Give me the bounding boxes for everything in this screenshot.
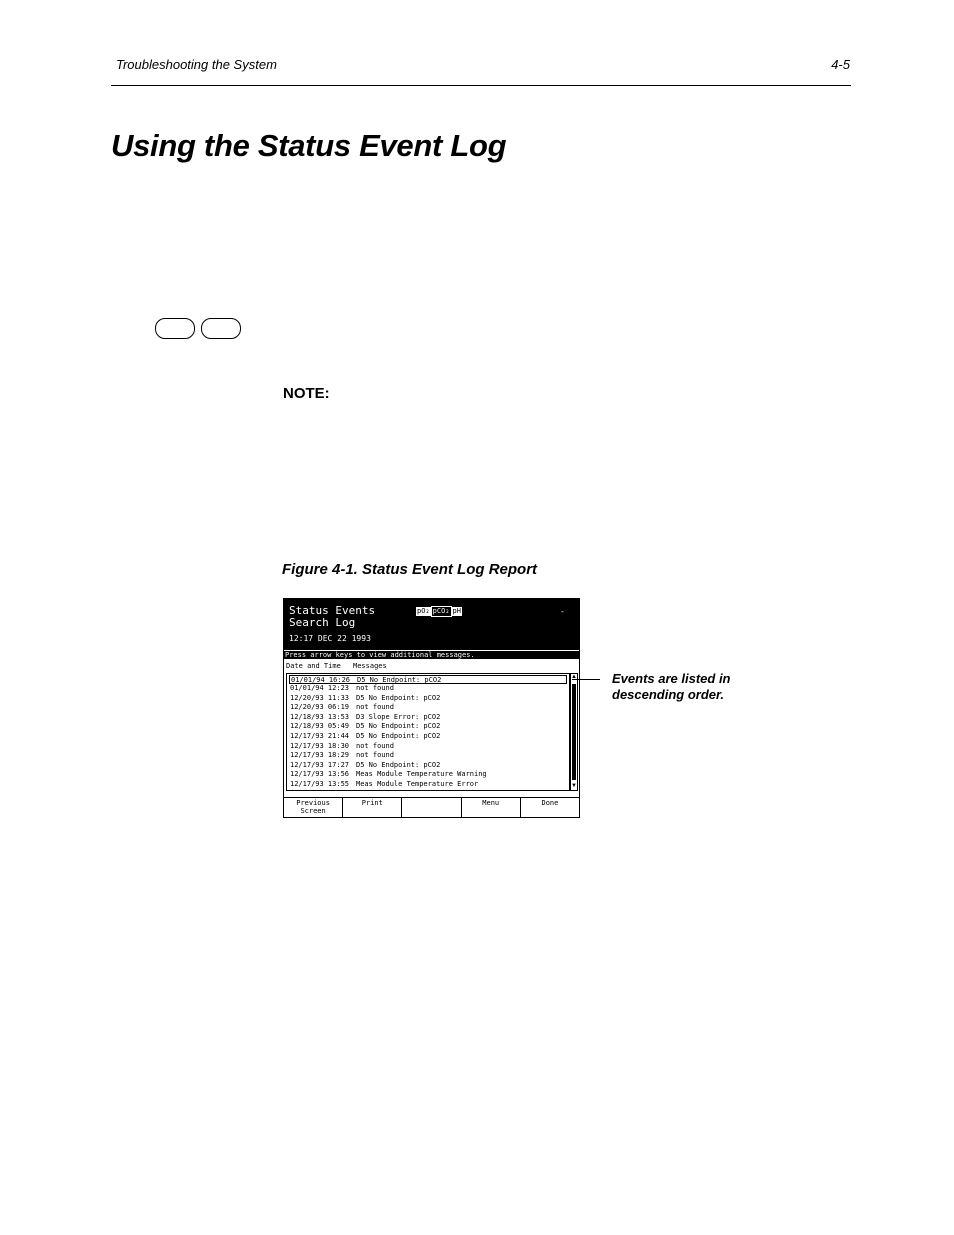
scrollbar[interactable]	[570, 673, 578, 791]
print-button[interactable]: Print	[343, 798, 402, 818]
softkey-bar	[284, 797, 579, 818]
list-item[interactable]: 12/17/93 18:30 not found	[290, 741, 394, 750]
screen-datetime: 12:17 DEC 22 1993	[289, 634, 371, 643]
list-item[interactable]: 12/20/93 06:19 not found	[290, 703, 394, 712]
done-button[interactable]: Done	[541, 799, 559, 807]
list-item[interactable]: 01/01/94 12:23 not found	[290, 684, 394, 692]
list-item[interactable]: 12/17/93 13:55 Meas Module Temperature Error	[290, 780, 479, 788]
list-item[interactable]: 12/17/93 13:56 Meas Module Temperature Warning	[290, 770, 487, 779]
screen-title-line1: Status Events	[289, 604, 376, 617]
figure-caption: Figure 4-1. Status Event Log Report	[282, 561, 538, 578]
list-item[interactable]: 12/18/93 05:49 D5 No Endpoint: pCO2	[290, 722, 441, 731]
running-header-page-number: 4-5	[831, 57, 850, 72]
note-label: NOTE:	[283, 385, 330, 402]
column-header-messages: Messages	[353, 662, 387, 670]
list-item[interactable]: 12/20/93 11:33 D5 No Endpoint: pCO2	[290, 693, 441, 702]
list-item[interactable]: 12/17/93 17:27 D5 No Endpoint: pCO2	[290, 760, 441, 769]
screen-title-bar	[284, 599, 579, 650]
scroll-down-arrow-icon[interactable]: ▼	[571, 783, 577, 789]
list-item[interactable]: 12/17/93 21:44 D5 No Endpoint: pCO2	[290, 732, 441, 740]
status-event-log-screen	[283, 598, 580, 818]
callout-text-line1: Events are listed in	[612, 671, 731, 686]
analyte-badges	[416, 607, 462, 616]
header-rule	[111, 85, 851, 86]
previous-screen-button[interactable]: Previous Screen	[284, 798, 343, 818]
callout-text-line2: descending order.	[612, 687, 724, 702]
column-header-date: Date and Time	[286, 662, 341, 670]
badge-ph: pH	[452, 607, 461, 615]
keypad-key-icon	[201, 318, 241, 339]
keypad-key-icon	[155, 318, 195, 339]
screen-instruction: Press arrow keys to view additional messages.	[284, 650, 579, 659]
badge-pco2: pCO₂	[432, 607, 450, 615]
blank-softkey-button[interactable]	[402, 798, 461, 818]
event-list	[286, 673, 570, 791]
scrollbar-thumb[interactable]	[572, 684, 576, 780]
screen-title-line2: Search Log	[289, 616, 356, 629]
status-dash-icon: -	[560, 607, 565, 616]
list-item[interactable]: 12/17/93 18:29 not found	[290, 751, 394, 760]
scroll-up-arrow-icon[interactable]: ▲	[571, 674, 577, 680]
menu-button[interactable]: Menu	[462, 798, 521, 818]
callout-leader-line	[572, 679, 600, 680]
list-item[interactable]: 01/01/94 16:26 D5 No Endpoint: pCO2	[289, 675, 567, 684]
running-header-section: Troubleshooting the System	[116, 57, 277, 72]
badge-po2: pO₂	[417, 607, 430, 615]
list-item[interactable]: 12/18/93 13:53 D3 Slope Error: pCO2	[290, 712, 441, 721]
page-title: Using the Status Event Log	[111, 128, 507, 163]
